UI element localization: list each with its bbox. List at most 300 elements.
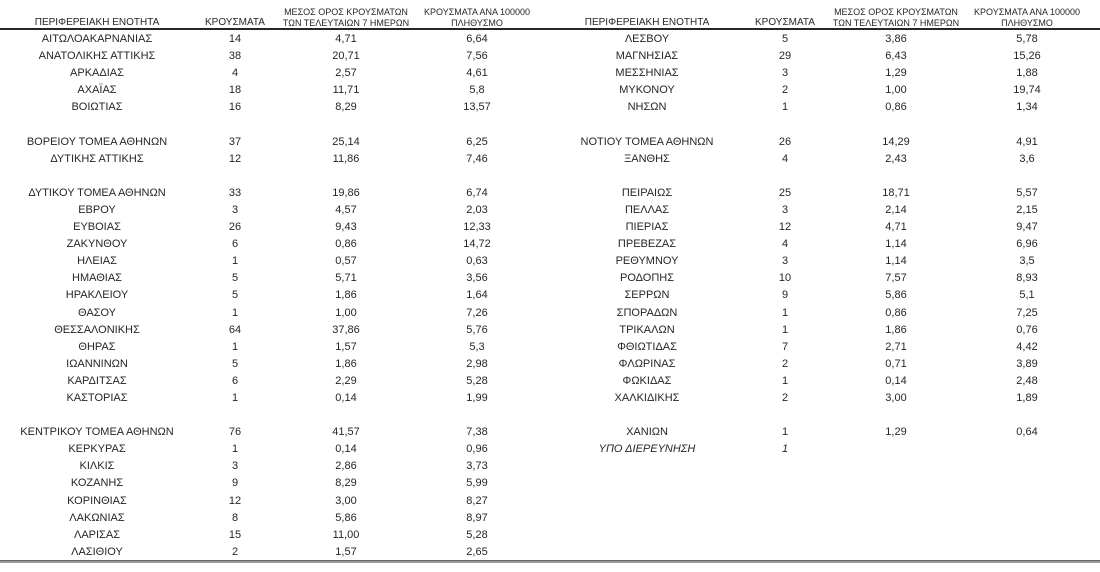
- cell-per100k: 15,26: [1013, 50, 1041, 63]
- cell-avg7: [278, 116, 414, 133]
- cell-per100k: 3,6: [1019, 152, 1035, 165]
- cell-cases: 4: [781, 238, 789, 251]
- cell-avg7: 11,86: [332, 152, 360, 165]
- cell-cases: [742, 407, 828, 424]
- table-row: [552, 424, 1090, 441]
- cell-avg7: 1,14: [885, 238, 907, 251]
- cell-region-name: ΤΡΙΚΑΛΩΝ: [619, 323, 675, 336]
- table-row: [552, 305, 1090, 322]
- cell-avg7: 1,14: [885, 255, 907, 268]
- table-row: [2, 270, 540, 287]
- column-header-per100k: [414, 0, 540, 31]
- cell-region-name: ΛΑΡΙΣΑΣ: [73, 528, 120, 541]
- cell-avg7: 18,71: [882, 186, 910, 199]
- cell-avg7: 5,86: [335, 511, 357, 524]
- table-row: [552, 390, 1090, 407]
- cell-per100k: 7,56: [466, 50, 488, 63]
- cell-avg7: 0,14: [335, 443, 357, 456]
- column-header-per100k-line1: ΚΡΟΥΣΜΑΤΑ ΑΝΑ 100000: [424, 7, 530, 17]
- cell-avg7: 1,86: [335, 357, 357, 370]
- table-row: [2, 322, 540, 339]
- table-row: [552, 48, 1090, 65]
- cell-region-name: ΑΝΑΤΟΛΙΚΗΣ ΑΤΤΙΚΗΣ: [38, 50, 156, 63]
- cell-per100k: 3,89: [1016, 357, 1038, 370]
- cell-cases: [192, 168, 278, 185]
- header-rule: [0, 28, 1100, 30]
- cases-table-left: [2, 0, 540, 561]
- cell-per100k: 7,26: [466, 306, 488, 319]
- table-row: [552, 151, 1090, 168]
- cell-avg7: 0,86: [885, 101, 907, 114]
- cell-per100k: 12,33: [463, 221, 491, 234]
- cell-region-name: ΗΜΑΘΙΑΣ: [72, 272, 122, 285]
- cell-cases: 9: [231, 477, 239, 490]
- column-header-region: ΠΕΡΙΦΕΡΕΙΑΚΗ ΕΝΟΤΗΤΑ: [34, 17, 160, 28]
- cell-avg7: 1,00: [885, 84, 907, 97]
- header-row: [552, 0, 1090, 31]
- table-row: [552, 65, 1090, 82]
- cell-region-name: ΕΒΡΟΥ: [78, 203, 116, 216]
- table-row: [2, 441, 540, 458]
- table-row: [2, 134, 540, 151]
- table-row: [2, 65, 540, 82]
- cell-per100k: 6,64: [466, 33, 488, 45]
- cell-cases: 1: [781, 426, 789, 439]
- column-header-cases: ΚΡΟΥΣΜΑΤΑ: [205, 17, 265, 28]
- cell-per100k: 5,8: [469, 84, 485, 97]
- cell-cases: 2: [231, 545, 239, 558]
- cell-region-name: ΘΕΣΣΑΛΟΝΙΚΗΣ: [54, 323, 140, 336]
- table-row: [552, 219, 1090, 236]
- cell-cases: 15: [228, 528, 242, 541]
- cell-cases: 1: [781, 306, 789, 319]
- cell-avg7: 1,29: [885, 426, 907, 439]
- cell-region-name: ΧΑΛΚΙΔΙΚΗΣ: [614, 391, 680, 404]
- cell-avg7: 2,43: [885, 152, 907, 165]
- cell-cases: 1: [231, 443, 239, 456]
- cell-cases: 26: [228, 221, 242, 234]
- cell-cases: 9: [781, 289, 789, 302]
- cell-per100k: 7,25: [1016, 306, 1038, 319]
- cell-per100k: 2,15: [1016, 203, 1038, 216]
- cell-region-name: ΔΥΤΙΚΗΣ ΑΤΤΙΚΗΣ: [50, 152, 144, 165]
- cell-region-name: ΦΛΩΡΙΝΑΣ: [618, 357, 676, 370]
- table-row: [2, 253, 540, 270]
- cell-avg7: 2,14: [885, 203, 907, 216]
- cell-region-name: ΑΙΤΩΛΟΑΚΑΡΝΑΝΙΑΣ: [41, 33, 153, 45]
- cell-region-name: ΣΕΡΡΩΝ: [624, 289, 670, 302]
- cell-avg7: 1,00: [335, 306, 357, 319]
- table-row: [2, 31, 540, 48]
- cell-per100k: 5,1: [1019, 289, 1035, 302]
- table-row: [552, 287, 1090, 304]
- column-header-per100k-line1: ΚΡΟΥΣΜΑΤΑ ΑΝΑ 100000: [974, 7, 1080, 17]
- cell-cases: 3: [781, 67, 789, 80]
- spacer-row: [552, 407, 1090, 424]
- table-row: [552, 441, 1090, 458]
- cell-per100k: 4,42: [1016, 340, 1038, 353]
- cell-avg7: 2,71: [885, 340, 907, 353]
- cell-per100k: 1,88: [1016, 67, 1038, 80]
- column-header-per100k-line2: ΠΛΗΘΥΣΜΟ: [1001, 17, 1053, 28]
- cell-avg7: 0,14: [335, 391, 357, 404]
- cell-cases: 2: [781, 84, 789, 97]
- table-row: [2, 202, 540, 219]
- cell-cases: 4: [231, 67, 239, 80]
- cell-region-name: ΠΡΕΒΕΖΑΣ: [617, 238, 677, 251]
- cell-per100k: 7,46: [466, 152, 488, 165]
- cell-per100k: 4,61: [466, 67, 488, 80]
- cell-region-name: ΗΛΕΙΑΣ: [77, 255, 117, 268]
- cell-cases: 16: [228, 101, 242, 114]
- cell-avg7: 5,86: [885, 289, 907, 302]
- cell-avg7: 0,86: [335, 238, 357, 251]
- cell-cases: 38: [228, 50, 242, 63]
- table-row: [552, 202, 1090, 219]
- cell-region-name: ΔΥΤΙΚΟΥ ΤΟΜΕΑ ΑΘΗΝΩΝ: [28, 186, 166, 199]
- cell-region-name: ΜΕΣΣΗΝΙΑΣ: [615, 67, 679, 80]
- spacer-row: [552, 116, 1090, 133]
- cell-per100k: 1,34: [1016, 101, 1038, 114]
- cell-avg7: 41,57: [332, 426, 360, 439]
- cell-region-name: ΘΗΡΑΣ: [78, 340, 116, 353]
- cell-region-name: ΘΑΣΟΥ: [77, 306, 117, 319]
- cell-per100k: 13,57: [463, 101, 491, 114]
- table-row: [552, 270, 1090, 287]
- table-row: [2, 510, 540, 527]
- cell-avg7: 9,43: [335, 221, 357, 234]
- cell-cases: 2: [781, 357, 789, 370]
- table-row: [552, 82, 1090, 99]
- cell-region-name: [552, 116, 742, 133]
- cell-cases: 1: [231, 391, 239, 404]
- cell-per100k: 8,93: [1016, 272, 1038, 285]
- cell-per100k: 3,5: [1019, 255, 1035, 268]
- cell-per100k: 5,76: [466, 323, 488, 336]
- table-row: [552, 322, 1090, 339]
- cell-cases: 14: [228, 33, 242, 45]
- cell-per100k: 3,73: [466, 460, 488, 473]
- cell-cases: 10: [778, 272, 792, 285]
- cell-avg7: 11,71: [332, 84, 360, 97]
- cell-per100k: 0,76: [1016, 323, 1038, 336]
- cell-avg7: 0,86: [885, 306, 907, 319]
- cell-per100k: 19,74: [1013, 84, 1041, 97]
- cell-avg7: 3,86: [885, 33, 907, 45]
- cell-cases: 7: [781, 340, 789, 353]
- table-row: [2, 185, 540, 202]
- cell-cases: 2: [781, 391, 789, 404]
- table-row: [2, 99, 540, 116]
- cell-region-name: ΚΟΖΑΝΗΣ: [70, 477, 124, 490]
- cell-avg7: 3,00: [335, 494, 357, 507]
- cell-per100k: 2,48: [1016, 374, 1038, 387]
- cell-avg7: 1,86: [335, 289, 357, 302]
- cell-avg7: [828, 407, 964, 424]
- cell-region-name: ΞΑΝΘΗΣ: [624, 152, 670, 165]
- cell-cases: 3: [231, 460, 239, 473]
- table-row: [552, 373, 1090, 390]
- table-row: [2, 356, 540, 373]
- cell-per100k: [414, 116, 540, 133]
- cell-region-name: ΜΑΓΝΗΣΙΑΣ: [615, 50, 679, 63]
- table-row: [2, 236, 540, 253]
- cell-per100k: 4,91: [1016, 135, 1038, 148]
- table-row: [2, 339, 540, 356]
- cell-region-name: ΒΟΡΕΙΟΥ ΤΟΜΕΑ ΑΘΗΝΩΝ: [26, 135, 168, 148]
- table-row: [2, 424, 540, 441]
- cell-region-name: ΝΗΣΩΝ: [627, 101, 667, 114]
- cell-per100k: 0,96: [466, 443, 488, 456]
- cell-avg7: [278, 407, 414, 424]
- cell-per100k: [964, 116, 1090, 133]
- cell-per100k: [964, 441, 1090, 458]
- cell-cases: 1: [781, 323, 789, 336]
- table-row: [2, 151, 540, 168]
- cell-per100k: 1,89: [1016, 391, 1038, 404]
- cell-avg7: 1,86: [885, 323, 907, 336]
- cell-region-name: ΠΕΙΡΑΙΩΣ: [621, 186, 673, 199]
- cell-per100k: 2,03: [466, 203, 488, 216]
- cell-avg7: 1,57: [335, 545, 357, 558]
- cell-region-name: ΖΑΚΥΝΘΟΥ: [66, 238, 128, 251]
- cell-per100k: 2,98: [466, 357, 488, 370]
- cell-region-name: ΥΠΟ ΔΙΕΡΕΥΝΗΣΗ: [598, 443, 696, 456]
- cell-avg7: 20,71: [332, 50, 360, 63]
- cell-cases: 25: [778, 186, 792, 199]
- cell-per100k: [964, 168, 1090, 185]
- cell-cases: 6: [231, 238, 239, 251]
- cell-cases: 76: [228, 426, 242, 439]
- cell-avg7: 0,71: [885, 357, 907, 370]
- bottom-rule: [0, 560, 1100, 563]
- table-row: [552, 99, 1090, 116]
- cell-per100k: 5,78: [1016, 33, 1038, 45]
- cell-cases: 3: [231, 203, 239, 216]
- cell-region-name: [2, 116, 192, 133]
- cell-region-name: ΚΑΣΤΟΡΙΑΣ: [66, 391, 128, 404]
- table-row: [552, 339, 1090, 356]
- column-header-per100k: [964, 0, 1090, 31]
- cell-cases: 26: [778, 135, 792, 148]
- column-header-avg7-line1: ΜΕΣΟΣ ΟΡΟΣ ΚΡΟΥΣΜΑΤΩΝ: [834, 7, 958, 17]
- cell-cases: 33: [228, 186, 242, 199]
- cell-region-name: ΗΡΑΚΛΕΙΟΥ: [65, 289, 129, 302]
- cell-per100k: 9,47: [1016, 221, 1038, 234]
- cell-region-name: ΕΥΒΟΙΑΣ: [73, 221, 121, 234]
- table-row: [2, 373, 540, 390]
- cell-avg7: 0,57: [335, 255, 357, 268]
- column-header-per100k-line2: ΠΛΗΘΥΣΜΟ: [451, 17, 503, 28]
- cell-avg7: 8,29: [335, 101, 357, 114]
- cell-region-name: ΑΡΚΑΔΙΑΣ: [70, 67, 124, 80]
- cell-region-name: ΝΟΤΙΟΥ ΤΟΜΕΑ ΑΘΗΝΩΝ: [580, 135, 714, 148]
- cell-per100k: 7,38: [466, 426, 488, 439]
- cell-per100k: 5,28: [466, 374, 488, 387]
- cell-avg7: 2,57: [335, 67, 357, 80]
- table-row: [552, 253, 1090, 270]
- table-row: [2, 544, 540, 561]
- cell-cases: 64: [228, 323, 242, 336]
- cell-region-name: ΑΧΑΪΑΣ: [77, 84, 117, 97]
- cell-per100k: [964, 407, 1090, 424]
- cell-region-name: ΠΙΕΡΙΑΣ: [625, 221, 669, 234]
- table-row: [2, 527, 540, 544]
- cell-per100k: [414, 168, 540, 185]
- cell-avg7: 19,86: [332, 186, 360, 199]
- column-header-avg7-line2: ΤΩΝ ΤΕΛΕΥΤΑΙΩΝ 7 ΗΜΕΡΩΝ: [282, 17, 410, 28]
- cell-avg7: 2,86: [335, 460, 357, 473]
- cases-table-left-panel: [2, 0, 540, 561]
- column-header-region: ΠΕΡΙΦΕΡΕΙΑΚΗ ΕΝΟΤΗΤΑ: [584, 17, 710, 28]
- cell-region-name: [552, 168, 742, 185]
- column-header-avg7: [278, 0, 414, 31]
- cell-per100k: 5,28: [466, 528, 488, 541]
- cell-cases: 1: [781, 101, 789, 114]
- cell-region-name: ΚΕΡΚΥΡΑΣ: [68, 443, 126, 456]
- cell-region-name: ΡΕΘΥΜΝΟΥ: [615, 255, 679, 268]
- cell-per100k: 2,65: [466, 545, 488, 558]
- cell-cases: 5: [231, 357, 239, 370]
- table-row: [2, 493, 540, 510]
- cell-per100k: 5,99: [466, 477, 488, 490]
- cell-cases: 8: [231, 511, 239, 524]
- cell-cases: 3: [781, 203, 789, 216]
- table-row: [552, 356, 1090, 373]
- table-row: [2, 305, 540, 322]
- cell-region-name: ΚΟΡΙΝΘΙΑΣ: [67, 494, 127, 507]
- cell-cases: 5: [231, 289, 239, 302]
- cell-avg7: 6,43: [885, 50, 907, 63]
- spacer-row: [2, 168, 540, 185]
- cell-per100k: 8,27: [466, 494, 488, 507]
- cell-cases: [192, 116, 278, 133]
- cell-per100k: 3,56: [466, 272, 488, 285]
- cell-per100k: 5,57: [1016, 186, 1038, 199]
- cell-avg7: 11,00: [332, 528, 360, 541]
- cell-cases: 1: [231, 306, 239, 319]
- cell-avg7: 4,71: [885, 221, 907, 234]
- cell-cases: [742, 168, 828, 185]
- column-header-avg7-line2: ΤΩΝ ΤΕΛΕΥΤΑΙΩΝ 7 ΗΜΕΡΩΝ: [832, 17, 960, 28]
- cell-avg7: 3,00: [885, 391, 907, 404]
- cell-per100k: 5,3: [469, 340, 485, 353]
- column-header-avg7-line1: ΜΕΣΟΣ ΟΡΟΣ ΚΡΟΥΣΜΑΤΩΝ: [284, 7, 408, 17]
- cell-avg7: 5,71: [335, 272, 357, 285]
- cell-region-name: ΦΘΙΩΤΙΔΑΣ: [617, 340, 677, 353]
- table-row: [2, 475, 540, 492]
- spacer-row: [2, 407, 540, 424]
- cell-region-name: [552, 407, 742, 424]
- cell-cases: 4: [781, 152, 789, 165]
- cell-cases: 3: [781, 255, 789, 268]
- cell-avg7: 0,14: [885, 374, 907, 387]
- cell-cases: 1: [781, 443, 789, 456]
- cell-per100k: [414, 407, 540, 424]
- cell-cases: 1: [781, 374, 789, 387]
- cell-per100k: 0,63: [466, 255, 488, 268]
- cell-cases: 37: [228, 135, 242, 148]
- cell-per100k: 1,99: [466, 391, 488, 404]
- table-row: [2, 48, 540, 65]
- cell-region-name: ΙΩΑΝΝΙΝΩΝ: [66, 357, 128, 370]
- cell-region-name: ΣΠΟΡΑΔΩΝ: [616, 306, 678, 319]
- table-row: [2, 82, 540, 99]
- cell-avg7: 8,29: [335, 477, 357, 490]
- cell-cases: 1: [231, 340, 239, 353]
- cell-avg7: [278, 168, 414, 185]
- cell-per100k: 6,25: [466, 135, 488, 148]
- cell-cases: 29: [778, 50, 792, 63]
- cell-region-name: ΚΑΡΔΙΤΣΑΣ: [67, 374, 127, 387]
- cell-cases: [192, 407, 278, 424]
- table-row: [2, 390, 540, 407]
- cell-per100k: 6,96: [1016, 238, 1038, 251]
- cell-region-name: ΠΕΛΛΑΣ: [624, 203, 670, 216]
- spacer-row: [552, 168, 1090, 185]
- cell-avg7: 4,57: [335, 203, 357, 216]
- cell-avg7: 25,14: [332, 135, 360, 148]
- column-header-avg7: [828, 0, 964, 31]
- cell-avg7: [828, 441, 964, 458]
- cell-per100k: 14,72: [463, 238, 491, 251]
- cell-cases: 1: [231, 255, 239, 268]
- cell-avg7: 37,86: [332, 323, 360, 336]
- cell-region-name: ΒΟΙΩΤΙΑΣ: [71, 101, 123, 114]
- cell-avg7: 7,57: [885, 272, 907, 285]
- cases-table-right-panel: [552, 0, 1090, 458]
- cell-cases: 6: [231, 374, 239, 387]
- cell-per100k: 6,74: [466, 186, 488, 199]
- cell-region-name: ΛΑΚΩΝΙΑΣ: [69, 511, 125, 524]
- column-header-cases: ΚΡΟΥΣΜΑΤΑ: [755, 17, 815, 28]
- cell-avg7: 1,29: [885, 67, 907, 80]
- table-row: [552, 134, 1090, 151]
- table-row: [552, 236, 1090, 253]
- spacer-row: [2, 116, 540, 133]
- cell-region-name: ΧΑΝΙΩΝ: [626, 426, 668, 439]
- cases-table-right: [552, 0, 1090, 458]
- header-row: [2, 0, 540, 31]
- cell-cases: 12: [228, 152, 242, 165]
- cell-avg7: [828, 116, 964, 133]
- cell-region-name: ΡΟΔΟΠΗΣ: [619, 272, 675, 285]
- cell-per100k: 0,64: [1016, 426, 1038, 439]
- cell-avg7: 4,71: [335, 33, 357, 45]
- cell-avg7: [828, 168, 964, 185]
- table-row: [552, 31, 1090, 48]
- cell-per100k: 1,64: [466, 289, 488, 302]
- cell-region-name: ΦΩΚΙΔΑΣ: [622, 374, 672, 387]
- cell-avg7: 1,57: [335, 340, 357, 353]
- cell-avg7: 2,29: [335, 374, 357, 387]
- cell-avg7: 14,29: [882, 135, 910, 148]
- cell-cases: [742, 116, 828, 133]
- table-row: [2, 458, 540, 475]
- cell-per100k: 8,97: [466, 511, 488, 524]
- cell-region-name: ΜΥΚΟΝΟΥ: [619, 84, 675, 97]
- cell-region-name: ΚΕΝΤΡΙΚΟΥ ΤΟΜΕΑ ΑΘΗΝΩΝ: [20, 426, 174, 439]
- cell-region-name: ΚΙΛΚΙΣ: [79, 460, 115, 473]
- cell-cases: 12: [228, 494, 242, 507]
- cell-region-name: [2, 168, 192, 185]
- table-row: [2, 287, 540, 304]
- cell-cases: 5: [231, 272, 239, 285]
- table-row: [552, 185, 1090, 202]
- cell-region-name: [2, 407, 192, 424]
- cell-region-name: ΛΑΣΙΘΙΟΥ: [71, 545, 123, 558]
- cell-cases: 12: [778, 221, 792, 234]
